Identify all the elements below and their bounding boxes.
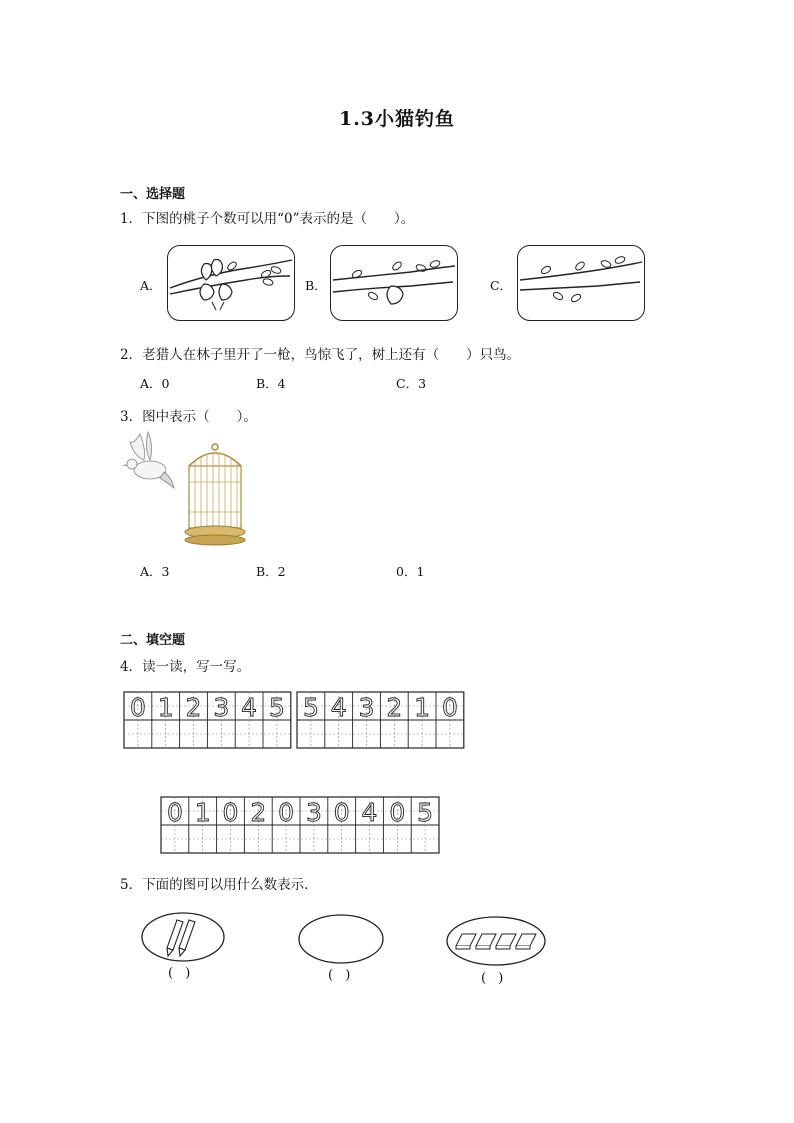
- question-1-text: 1．下图的桃子个数可以用“0”表示的是（ ）。: [120, 211, 415, 227]
- grid-digit: 1: [157, 693, 174, 722]
- grid-digit: 0: [441, 693, 458, 722]
- grid-digit: 5: [268, 693, 285, 722]
- q3-option-a[interactable]: A．3: [140, 564, 170, 579]
- section-heading-fill-blank: 二、填空题: [120, 633, 186, 648]
- grid-digit: 0: [278, 798, 295, 827]
- q1-option-a-label: A．: [140, 278, 162, 293]
- q2-option-b[interactable]: B．4: [256, 376, 286, 391]
- q1-option-a-picture[interactable]: [167, 245, 295, 321]
- grid-digit: 0: [389, 798, 406, 827]
- grid-digit: 2: [250, 798, 267, 827]
- q1-option-c-picture[interactable]: [517, 245, 645, 321]
- oval-two-pencils: [141, 912, 225, 962]
- q1-option-b-label: B．: [305, 278, 327, 293]
- q3-option-b[interactable]: B．2: [256, 564, 286, 579]
- question-5-text: 5．下面的图可以用什么数表示．: [120, 877, 318, 893]
- writing-grid-zero-pairs-svg: [160, 796, 440, 854]
- grid-digit: 2: [185, 693, 202, 722]
- writing-grid-ascending: [123, 691, 292, 749]
- dove-illustration: [120, 430, 180, 494]
- q2-option-a[interactable]: A．0: [140, 376, 170, 391]
- grid-digit: 1: [194, 798, 211, 827]
- question-2-text: 2．老猎人在林子里开了一枪，鸟惊飞了，树上还有（ ）只鸟。: [120, 347, 521, 363]
- writing-grid-descending: [296, 691, 465, 749]
- writing-grid-ascending-svg: [123, 691, 292, 749]
- q1-option-b-picture[interactable]: [330, 245, 458, 321]
- branch-without-peaches-icon: [518, 246, 644, 320]
- grid-digit: 4: [361, 798, 378, 827]
- page-title: 1.3小猫钓鱼: [338, 108, 456, 130]
- oval-four-erasers: [446, 916, 546, 966]
- q3-option-c[interactable]: 0．1: [396, 564, 425, 579]
- grid-digit: 5: [302, 693, 319, 722]
- empty-birdcage-illustration: [183, 442, 247, 548]
- q5-answer-blank-1[interactable]: ( ): [168, 966, 195, 981]
- grid-digit: 0: [333, 798, 350, 827]
- two-pencils-icon: [141, 912, 225, 962]
- empty-oval: [298, 914, 384, 964]
- grid-digit: 5: [417, 798, 434, 827]
- question-3-text: 3．图中表示（ ）。: [120, 409, 257, 425]
- grid-digit: 4: [241, 693, 258, 722]
- question-4-text: 4．读一读，写一写。: [120, 659, 251, 675]
- grid-digit: 3: [358, 693, 375, 722]
- grid-digit: 0: [129, 693, 146, 722]
- grid-digit: 4: [330, 693, 347, 722]
- writing-grid-zero-pairs: [160, 796, 440, 854]
- q2-option-c[interactable]: C．3: [396, 376, 427, 391]
- grid-digit: 3: [305, 798, 322, 827]
- grid-digit: 2: [386, 693, 403, 722]
- grid-digit: 1: [414, 693, 431, 722]
- empty-oval-icon: [298, 914, 384, 964]
- grid-digit: 0: [166, 798, 183, 827]
- four-erasers-icon: [446, 916, 546, 966]
- birdcage-icon: [183, 442, 247, 548]
- dove-icon: [120, 430, 180, 494]
- q5-answer-blank-3[interactable]: ( ): [481, 971, 508, 986]
- branch-with-three-peaches-icon: [168, 246, 294, 320]
- q1-option-c-label: C．: [490, 278, 513, 293]
- grid-digit: 3: [213, 693, 230, 722]
- section-heading-choice: 一、选择题: [120, 187, 186, 202]
- branch-with-one-peach-icon: [331, 246, 457, 320]
- grid-digit: 0: [222, 798, 239, 827]
- writing-grid-descending-svg: [296, 691, 465, 749]
- q5-answer-blank-2[interactable]: ( ): [328, 968, 355, 983]
